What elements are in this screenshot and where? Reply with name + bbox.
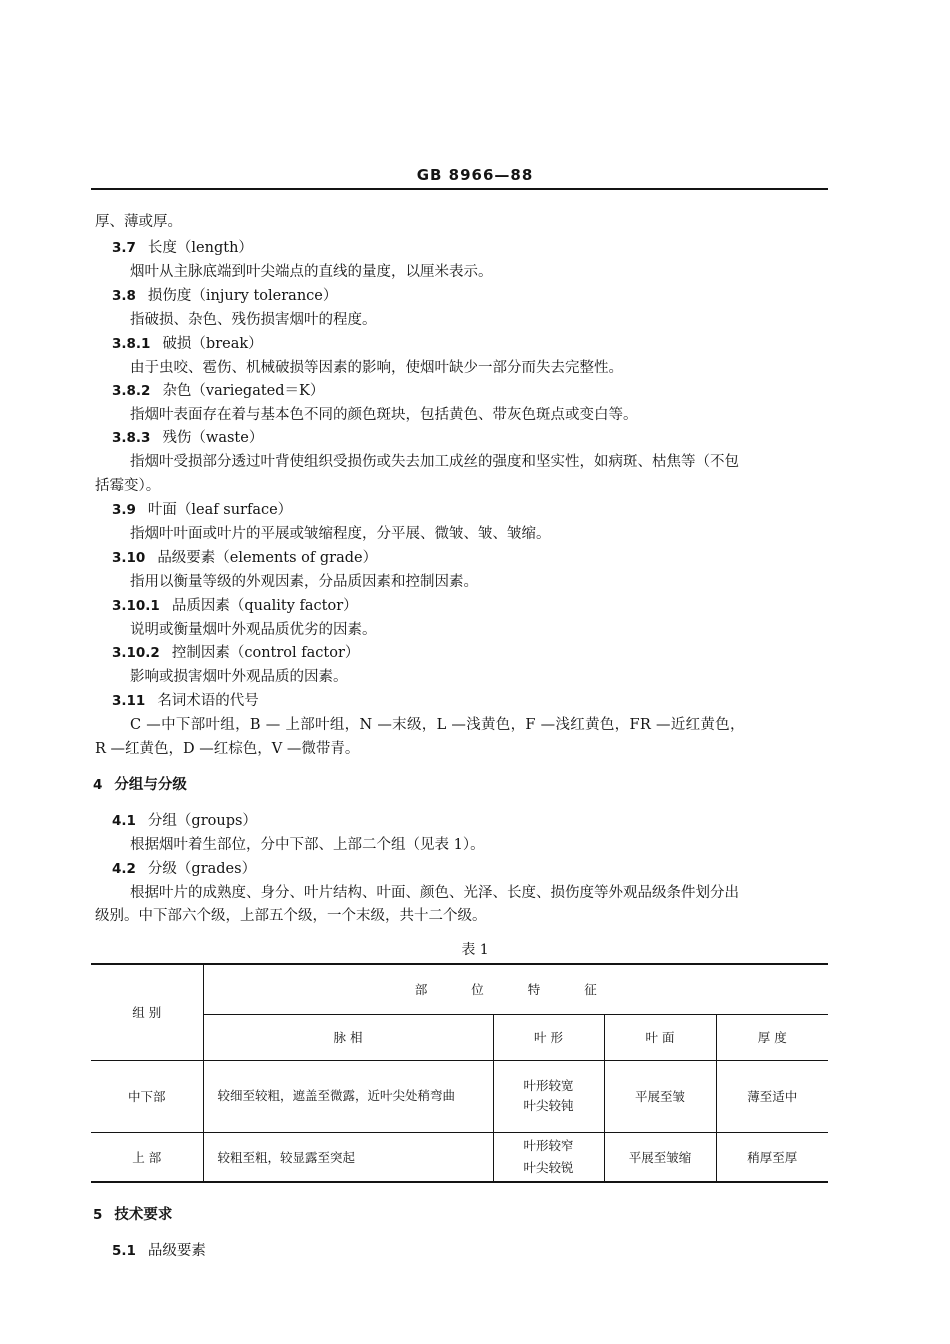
group-header: 组 别 [91, 964, 203, 1060]
section-title: 损伤度（injury tolerance） [147, 288, 338, 304]
section-3-10-2-text: 影响或损害烟叶外观品质的因素。 [130, 669, 348, 685]
section-title: 技术要求 [114, 1206, 173, 1223]
group-cell: 中下部 [91, 1060, 203, 1132]
section-3-8-2-text: 指烟叶表面存在着与基本色不同的颜色斑块，包括黄色、带灰色斑点或变白等。 [130, 407, 638, 423]
section-4-heading [93, 775, 187, 795]
section-3-8-heading [112, 286, 337, 306]
section-4-2-text-cont: 级别。中下部六个级，上部五个级，一个末级，共十二个级。 [95, 908, 487, 924]
section-3-9-heading [112, 500, 292, 520]
section-4-2-text: 根据叶片的成熟度、身分、叶片结构、叶面、颜色、光泽、长度、损伤度等外观品级条件划分出 [130, 885, 739, 901]
section-3-10-heading [112, 548, 377, 568]
section-3-7-text: 烟叶从主脉底端到叶尖端点的直线的量度，以厘米表示。 [130, 264, 493, 280]
section-3-10-1-heading [112, 596, 358, 616]
section-3-8-text: 指破损、杂色、残伤损害烟叶的程度。 [130, 312, 377, 328]
section-3-8-3-text: 指烟叶受损部分透过叶背使组织受损伤或失去加工成丝的强度和坚实性，如病斑、枯焦等（不包 [130, 454, 739, 470]
table-header-row [91, 964, 828, 1014]
shape-cell [493, 1132, 604, 1182]
section-title: 叶面（leaf surface） [147, 502, 293, 518]
section-5-1-heading [112, 1241, 206, 1261]
column-header-surface: 叶 面 [604, 1014, 716, 1060]
section-3-8-3-heading [112, 428, 263, 448]
section-title: 品质因素（quality factor） [171, 598, 358, 614]
vein-cell: 较细至较粗，遮盖至微露，近叶尖处稍弯曲 [203, 1060, 493, 1132]
section-title: 分级（grades） [147, 861, 257, 877]
position-features-table [91, 963, 828, 1183]
section-title: 品级要素 [147, 1243, 206, 1259]
section-number: 5.1 [112, 1243, 136, 1259]
section-3-8-3-text-cont: 括霉变）。 [95, 478, 161, 494]
section-title: 长度（length） [147, 240, 253, 256]
section-3-11-text-cont: R —红黄色，D —红棕色，V —微带青。 [95, 741, 360, 757]
section-title: 分组与分级 [114, 776, 187, 793]
section-3-8-1-text: 由于虫咬、雹伤、机械破损等因素的影响，使烟叶缺少一部分而失去完整性。 [130, 360, 623, 376]
table-caption: 表 1 [461, 942, 489, 958]
section-number: 3.10.1 [112, 598, 160, 614]
section-number: 3.9 [112, 502, 136, 518]
shape-line: 叶尖较锐 [523, 1159, 574, 1175]
section-title: 分组（groups） [147, 813, 257, 829]
section-title: 品级要素（elements of grade） [157, 550, 378, 566]
vein-cell: 较粗至粗，较显露至突起 [203, 1132, 493, 1182]
shape-line: 叶形较窄 [523, 1137, 574, 1153]
section-title: 名词术语的代号 [157, 693, 259, 709]
section-number: 3.10.2 [112, 645, 160, 661]
continued-text: 厚、薄或厚。 [95, 214, 182, 230]
section-3-11-text: C —中下部叶组，B — 上部叶组，N —末级，L —浅黄色，F —浅红黄色，FR —近红黄色， [130, 717, 745, 733]
header-rule [91, 188, 828, 190]
thickness-cell: 稍厚至厚 [716, 1132, 828, 1182]
section-title: 破损（break） [162, 336, 263, 352]
section-number: 5 [93, 1207, 103, 1223]
section-number: 3.11 [112, 693, 146, 709]
section-3-10-2-heading [112, 643, 359, 663]
section-3-8-1-heading [112, 334, 263, 354]
standard-number-header: GB 8966—88 [416, 166, 534, 184]
section-title: 控制因素（control factor） [171, 645, 360, 661]
table-row [91, 1060, 828, 1132]
section-5-heading [93, 1205, 172, 1225]
section-number: 3.8.1 [112, 336, 151, 352]
column-header-thickness: 厚 度 [716, 1014, 828, 1060]
section-number: 3.8.2 [112, 383, 151, 399]
column-header-vein: 脉 相 [203, 1014, 493, 1060]
thickness-cell: 薄至适中 [716, 1060, 828, 1132]
section-3-8-2-heading [112, 381, 324, 401]
table-row [91, 1132, 828, 1182]
section-number: 3.8.3 [112, 430, 151, 446]
shape-line: 叶形较宽 [523, 1078, 574, 1093]
surface-cell: 平展至皱 [604, 1060, 716, 1132]
section-3-10-text: 指用以衡量等级的外观因素，分品质因素和控制因素。 [130, 574, 478, 590]
section-4-2-heading [112, 859, 256, 879]
section-3-7-heading [112, 238, 253, 258]
section-number: 4 [93, 777, 103, 793]
section-3-9-text: 指烟叶叶面或叶片的平展或皱缩程度，分平展、微皱、皱、皱缩。 [130, 526, 551, 542]
section-number: 4.1 [112, 813, 136, 829]
section-title: 杂色（variegated＝K） [162, 383, 325, 399]
shape-cell [493, 1060, 604, 1132]
surface-cell: 平展至皱缩 [604, 1132, 716, 1182]
section-number: 4.2 [112, 861, 136, 877]
section-4-1-text: 根据烟叶着生部位，分中下部、上部二个组（见表 1）。 [130, 837, 485, 853]
section-number: 3.8 [112, 288, 136, 304]
section-title: 残伤（waste） [162, 430, 264, 446]
feature-header: 部 位 特 征 [203, 964, 828, 1014]
section-3-11-heading [112, 691, 259, 711]
section-4-1-heading [112, 811, 257, 831]
group-cell: 上 部 [91, 1132, 203, 1182]
section-number: 3.7 [112, 240, 136, 256]
shape-line: 叶尖较钝 [523, 1098, 574, 1113]
column-header-shape: 叶 形 [493, 1014, 604, 1060]
section-3-10-1-text: 说明或衡量烟叶外观品质优劣的因素。 [130, 622, 377, 638]
section-number: 3.10 [112, 550, 146, 566]
